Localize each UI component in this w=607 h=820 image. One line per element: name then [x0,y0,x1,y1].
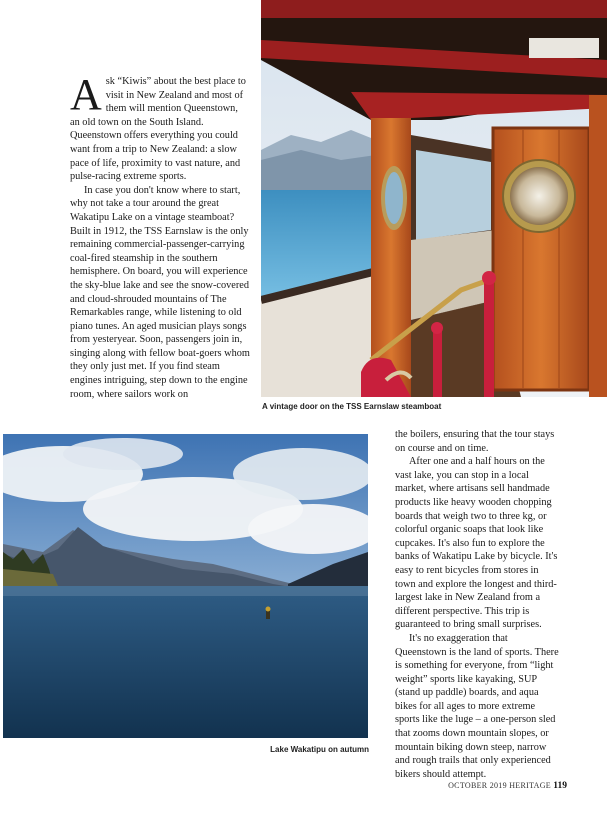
steamboat-door-photo [261,0,607,397]
article-paragraph-2-continued: the boilers, ensuring that the tour stays on course and on time. [395,429,555,454]
steamboat-photo-caption: A vintage door on the TSS Earnslaw steamboat [262,402,442,411]
page-number: 119 [553,781,567,791]
steamboat-door-image [261,0,607,397]
article-paragraph-2: In case you don't know where to start, why not take a tour around the great Wakatipu Lake on a vintage steamboat? Built in 1912, the TSS Earnslaw is the only remaining commercial-passenger-carrying coal-fired steamship in the southern hemisphere. On board, you will experience the sky-blue lake and see the snow-covered and cloud-shrouded mountains of The Remarkables range, while listening to old piano tunes. An aged musician plays songs from yesteryear. Soon, passengers join in, singing along with fellow boat-goers whom they only just met. If you find steam engines intriguing, step down to the engine room, where sailors work on [70,184,250,400]
lake-wakatipu-photo [3,434,368,738]
article-paragraph-4: It's no exaggeration that Queenstown is the land of sports. There is something for everyone, from “light weight” sports like kayaking, SUP (stand up paddle) boards, and aqua bikes for all ages to more extreme sports like the luge – a one-person sled that zooms down mountain slopes, or mountain biking down steep, narrow and rough trails that only experienced bikers should attempt. [395,632,559,780]
page-footer [430,781,567,791]
issue-label: OCTOBER 2019 HERITAGE [448,781,551,790]
drop-cap: A [70,70,102,119]
article-column-right [395,428,560,781]
lake-photo-caption: Lake Wakatipu on autumn [270,745,369,754]
article-paragraph-1: Ask “Kiwis” about the best place to visit in New Zealand and most of them will mention Queenstown, an old town on the South Island. Queenstown offers everything you could want from a trip to New Zealand: a slow pace of life, proximity to vast nature, and pulse-racing extreme sports. [70,70,246,183]
lake-wakatipu-image [3,434,368,738]
article-column-left [70,70,250,401]
article-paragraph-3: After one and a half hours on the vast lake, you can stop in a local market, where artisans sell handmade products like heavy wooden chopping boards that weigh two to three kg, or colorful organic soaps that look like cupcakes. It's also fun to explore the banks of Wakatipu Lake by bicycle. It's easy to rent bicycles from stores in town and explore the longest and third-largest lake in New Zealand from a different perspective. This trip is guaranteed to bring small surprises. [395,456,558,631]
